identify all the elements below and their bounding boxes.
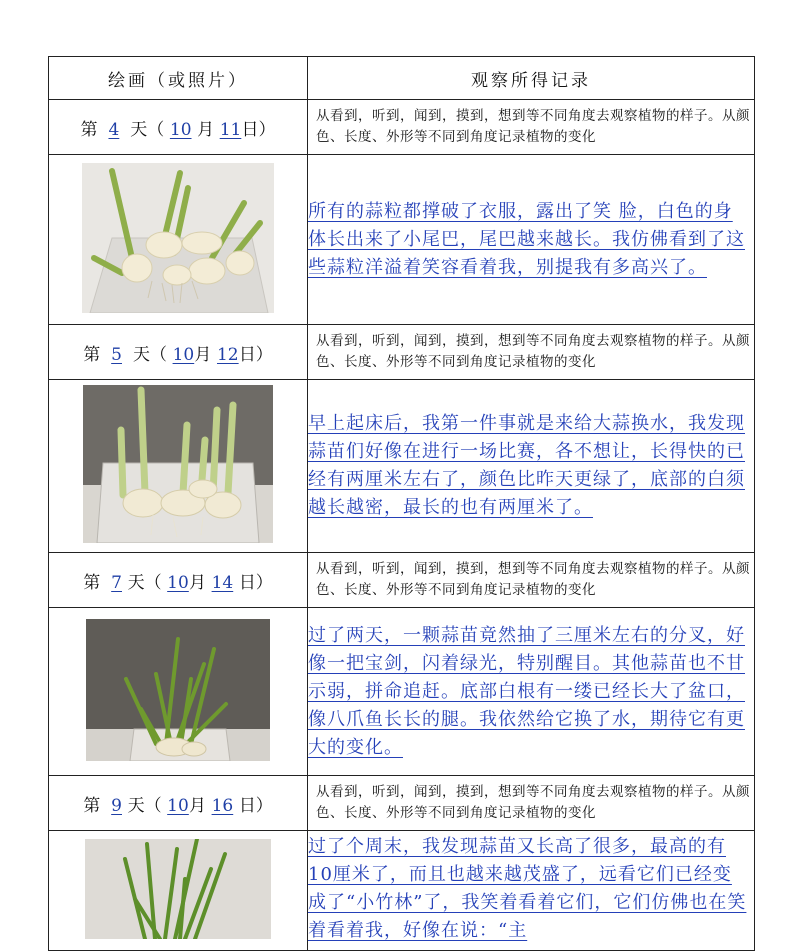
observation-hint: 从看到，听到，闻到，摸到，想到等不同角度去观察植物的样子。从颜色、长度、外形等不同到角度记录植物的变化: [308, 553, 755, 608]
day-row: [49, 100, 755, 155]
day-number: 7: [111, 572, 122, 593]
month-number: 10: [167, 795, 189, 816]
garlic-photo: [82, 163, 274, 313]
day-number: 5: [111, 344, 122, 365]
garlic-sprouts-image: [82, 163, 274, 313]
photo-cell: [49, 155, 308, 325]
day-row: [49, 553, 755, 608]
date-number: 14: [211, 572, 234, 593]
observation-hint: 从看到，听到，闻到，摸到，想到等不同角度去观察植物的样子。从颜色、长度、外形等不同到角度记录植物的变化: [308, 325, 755, 380]
observation-hint: 从看到，听到，闻到，摸到，想到等不同角度去观察植物的样子。从颜色、长度、外形等不同到角度记录植物的变化: [308, 776, 755, 831]
entry-row: [49, 831, 755, 951]
day-number: 4: [108, 119, 120, 140]
photo-cell: [49, 380, 308, 553]
entry-row: [49, 380, 755, 553]
photo-cell: [49, 831, 308, 951]
observation-table: [48, 56, 755, 951]
date-number: 12: [216, 344, 239, 365]
observation-text: 早上起床后，我第一件事就是来给大蒜换水，我发现蒜苗们好像在进行一场比赛，各不想让，长得快的已经有两厘米左右了，颜色比昨天更绿了，底部的白须越长越密，最长的也有两厘米了。: [308, 380, 755, 553]
garlic-photo: [83, 385, 273, 543]
header-drawing: 绘画（或照片）: [49, 57, 308, 100]
day-label: 第 7 天（ 10月 14 日）: [49, 553, 308, 608]
month-number: 10: [172, 344, 195, 365]
day-number: 9: [111, 795, 122, 816]
day-row: [49, 776, 755, 831]
month-number: 10: [169, 119, 192, 140]
day-label: 第 9 天（ 10月 16 日）: [49, 776, 308, 831]
header-observation: 观察所得记录: [308, 57, 755, 100]
day-label: 第 5 天（ 10月 12日）: [49, 325, 308, 380]
observation-hint: 从看到，听到，闻到，摸到，想到等不同角度去观察植物的样子。从颜色、长度、外形等不同到角度记录植物的变化: [308, 100, 755, 155]
garlic-photo: [85, 839, 271, 939]
month-number: 10: [167, 572, 189, 593]
day-row: [49, 325, 755, 380]
garlic-sprouts-image: [86, 619, 270, 761]
table-header: [49, 57, 755, 100]
garlic-sprouts-image: [85, 839, 271, 939]
date-number: 16: [211, 795, 234, 816]
observation-text: 过了两天，一颗蒜苗竟然抽了三厘米左右的分叉，好像一把宝剑，闪着绿光，特别醒目。其他蒜苗也不甘示弱，拼命追赶。底部白根有一缕已经长大了盆口，像八爪鱼长长的腿。我依然给它换了水，期待它有更大的变化。: [308, 608, 755, 776]
observation-text: 过了个周末，我发现蒜苗又长高了很多，最高的有10厘米了，而且也越来越茂盛了，远看它们已经变成了“小竹林”了，我笑着看着它们，它们仿佛也在笑着看着我，好像在说：“主: [308, 831, 755, 951]
date-number: 11: [219, 119, 242, 140]
garlic-photo: [86, 619, 270, 761]
photo-cell: [49, 608, 308, 776]
observation-text: 所有的蒜粒都撑破了衣服，露出了笑 脸，白色的身体长出来了小尾巴，尾巴越来越长。我仿佛看到了这些蒜粒洋溢着笑容看着我，别提我有多高兴了。: [308, 155, 755, 325]
day-label: 第 4 天（ 10 月 11日）: [49, 100, 308, 155]
entry-row: [49, 608, 755, 776]
entry-row: [49, 155, 755, 325]
garlic-sprouts-image: [83, 385, 273, 543]
